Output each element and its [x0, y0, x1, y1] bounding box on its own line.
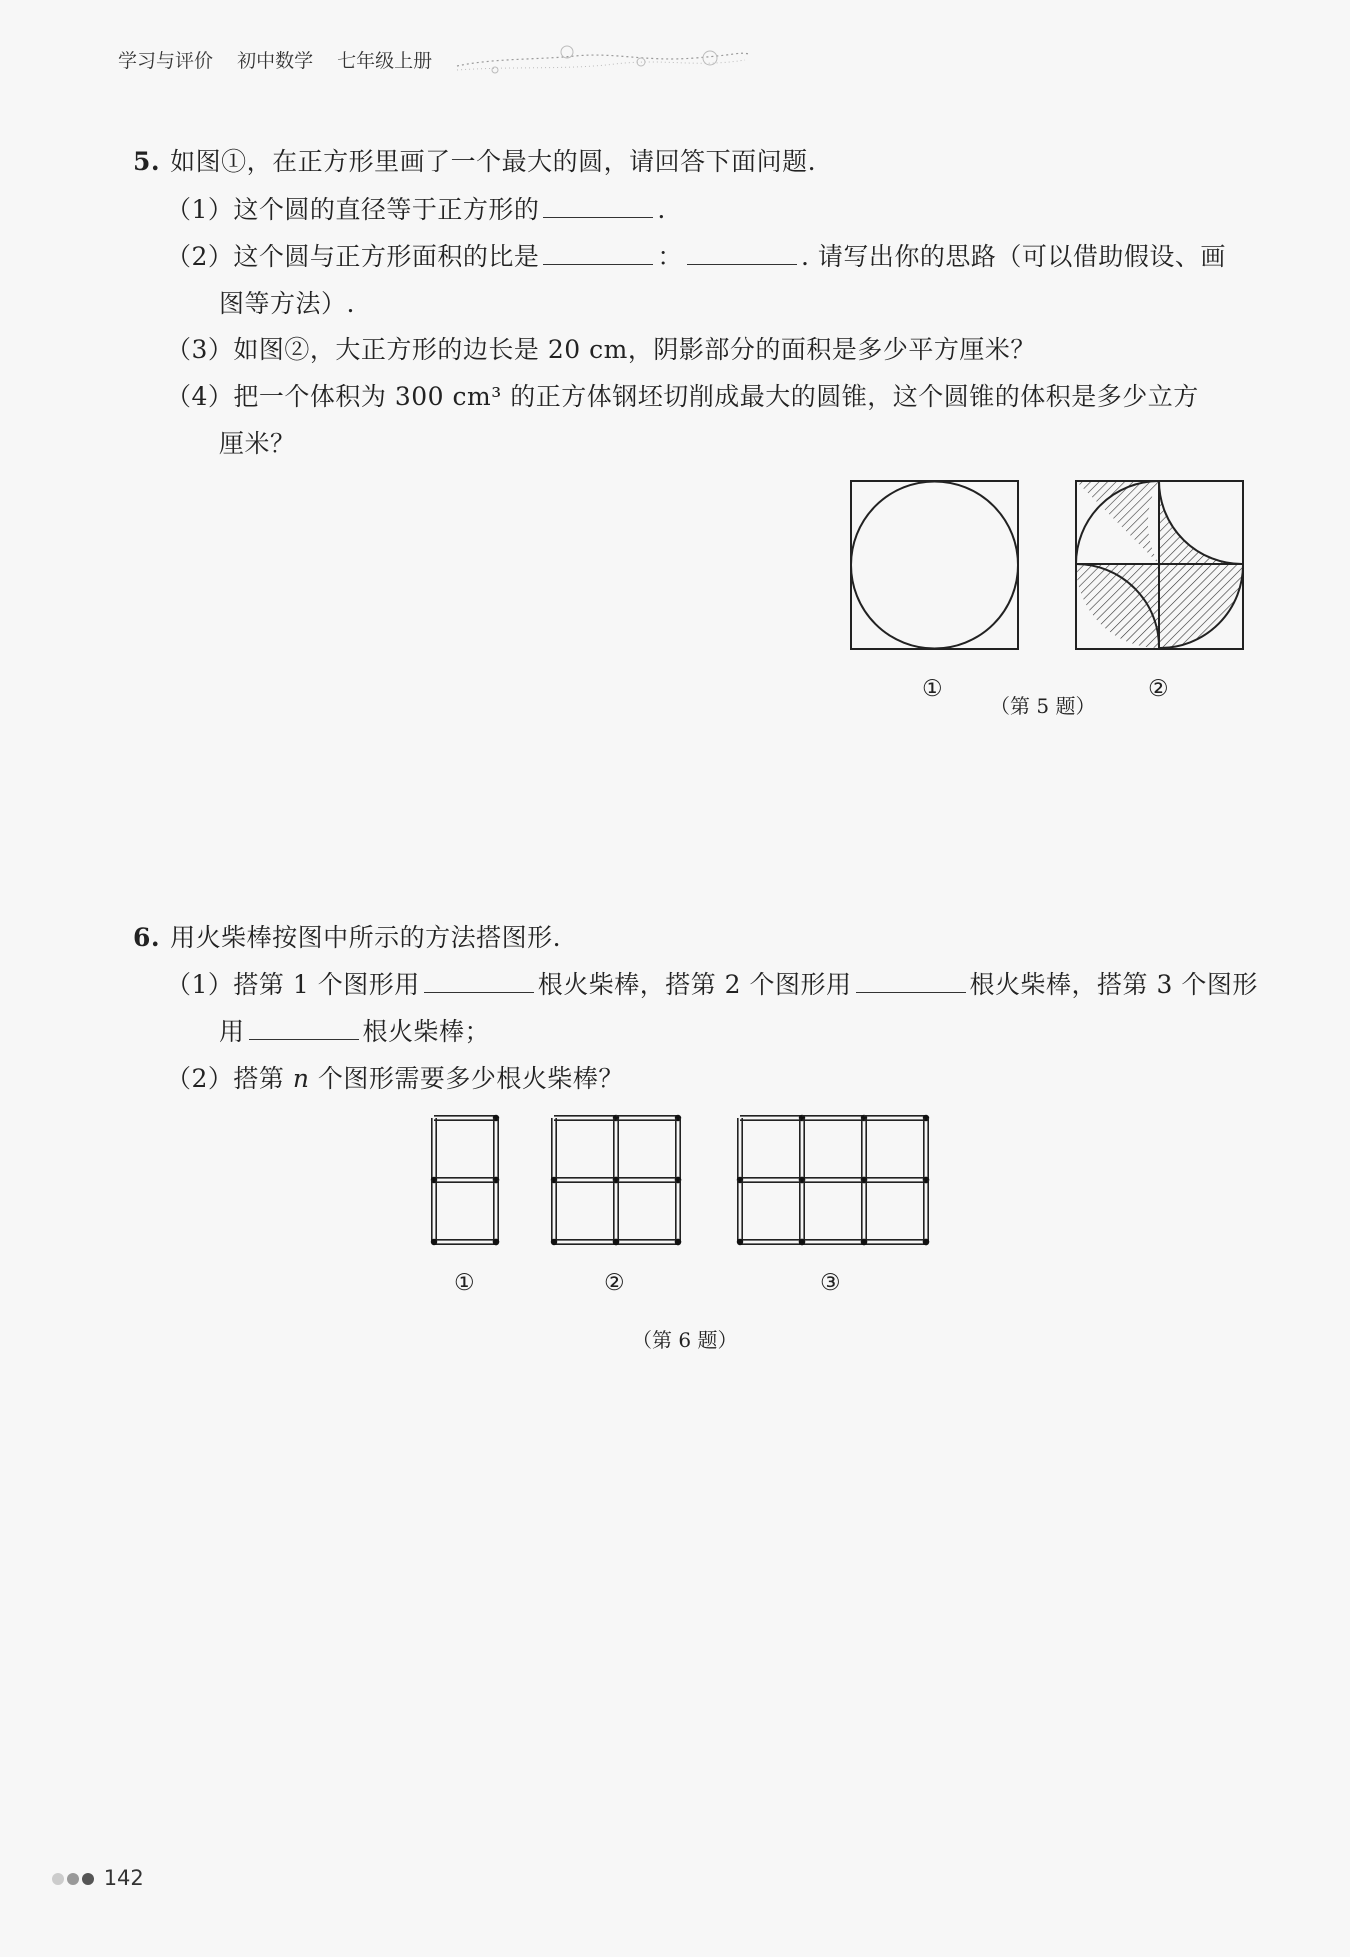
q5-p2-blank-1[interactable]: [543, 242, 653, 265]
header-subject: 初中数学: [237, 50, 314, 72]
q6-fig2-label: ②: [604, 1270, 625, 1296]
q6-p1-blank-2[interactable]: [856, 970, 966, 993]
q5-part2: [166, 237, 1226, 273]
matchstick-head: [493, 1239, 499, 1245]
matchstick-head: [551, 1239, 557, 1245]
q6-p1-text-c: 根火柴棒，搭第 3 个图形: [969, 970, 1258, 999]
q6-p1-text-d: 用: [219, 1017, 245, 1046]
q6-p2-text-b: 个图形需要多少根火柴棒？: [317, 1064, 624, 1093]
q5-caption: （第 5 题）: [990, 694, 1096, 718]
q6-p1-text-b: 根火柴棒，搭第 2 个图形用: [537, 970, 852, 999]
q5-fig2-label: ②: [1148, 676, 1169, 702]
q6-part1: [166, 965, 1258, 1001]
q5-stem: [133, 142, 816, 178]
footer-dot-icon: [67, 1873, 79, 1885]
q6-p1-blank-3[interactable]: [249, 1017, 359, 1040]
footer-dot-icon: [52, 1873, 64, 1885]
matchstick-head: [431, 1239, 437, 1245]
running-header: [118, 46, 450, 73]
q6-p1-text-e: 根火柴棒；: [362, 1017, 491, 1046]
matchstick-head: [737, 1239, 743, 1245]
q5-p2-colon: ：: [657, 242, 683, 271]
shaded-region-top: [1076, 481, 1159, 564]
q6-caption: （第 6 题）: [632, 1328, 738, 1352]
q6-matchstick-figures: [420, 1110, 940, 1250]
q5-p1-blank[interactable]: [543, 195, 653, 218]
shaded-region-right: [1159, 481, 1243, 564]
q6-stem: [133, 918, 561, 954]
q6-p1-blank-1[interactable]: [424, 970, 534, 993]
q6-p2-text-a: （2）搭第: [166, 1064, 285, 1093]
q5-p2-text: （2）这个圆与正方形面积的比是: [166, 242, 540, 271]
q5-figure-2: [1075, 480, 1245, 652]
page-number: 142: [103, 1866, 144, 1890]
q6-fig3-label: ③: [820, 1270, 841, 1296]
q5-number: 5.: [133, 147, 161, 176]
matchstick-figure-3: [737, 1115, 929, 1245]
q5-p1-text: （1）这个圆的直径等于正方形的: [166, 195, 540, 224]
q6-part2: [166, 1059, 624, 1095]
matchstick-figure-2: [551, 1115, 681, 1245]
header-decoration: [455, 40, 755, 80]
q6-p2-variable: n: [292, 1064, 310, 1093]
header-grade: 七年级上册: [337, 50, 433, 72]
shaded-region-bottom: [1159, 564, 1243, 648]
matchstick-head: [799, 1239, 805, 1245]
header-series: 学习与评价: [118, 50, 214, 72]
matchstick-head: [861, 1239, 867, 1245]
q6-fig1-label: ①: [454, 1270, 475, 1296]
q5-p1-end: .: [657, 195, 666, 224]
matchstick-figure-1: [431, 1115, 499, 1245]
q5-fig1-label: ①: [922, 676, 943, 702]
q5-figure-1: [850, 480, 1020, 652]
footer-dot-icon: [82, 1873, 94, 1885]
q5-part1: [166, 190, 666, 226]
q6-p1-text-a: （1）搭第 1 个图形用: [166, 970, 420, 999]
q5-stem-text: 如图①，在正方形里画了一个最大的圆，请回答下面问题.: [170, 147, 817, 176]
q5-part2-cont: 图等方法）.: [219, 289, 355, 318]
q6-part1-cont: [219, 1012, 490, 1048]
matchstick-head: [923, 1239, 929, 1245]
matchstick-head: [613, 1239, 619, 1245]
q5-part4-cont: 厘米？: [219, 429, 296, 458]
shaded-region-left: [1076, 564, 1159, 648]
q6-stem-text: 用火柴棒按图中所示的方法搭图形.: [170, 923, 562, 952]
page-footer: [52, 1866, 144, 1890]
matchstick-head: [675, 1239, 681, 1245]
q5-part3: （3）如图②，大正方形的边长是 20 cm，阴影部分的面积是多少平方厘米？: [166, 335, 1036, 364]
q5-p2-blank-2[interactable]: [687, 242, 797, 265]
q6-number: 6.: [133, 923, 161, 952]
q5-part4: （4）把一个体积为 300 cm³ 的正方体钢坯切削成最大的圆锥，这个圆锥的体积是多少立方: [166, 382, 1199, 411]
inscribed-circle: [851, 482, 1018, 649]
q5-p2-text-2: . 请写出你的思路（可以借助假设、画: [800, 242, 1226, 271]
